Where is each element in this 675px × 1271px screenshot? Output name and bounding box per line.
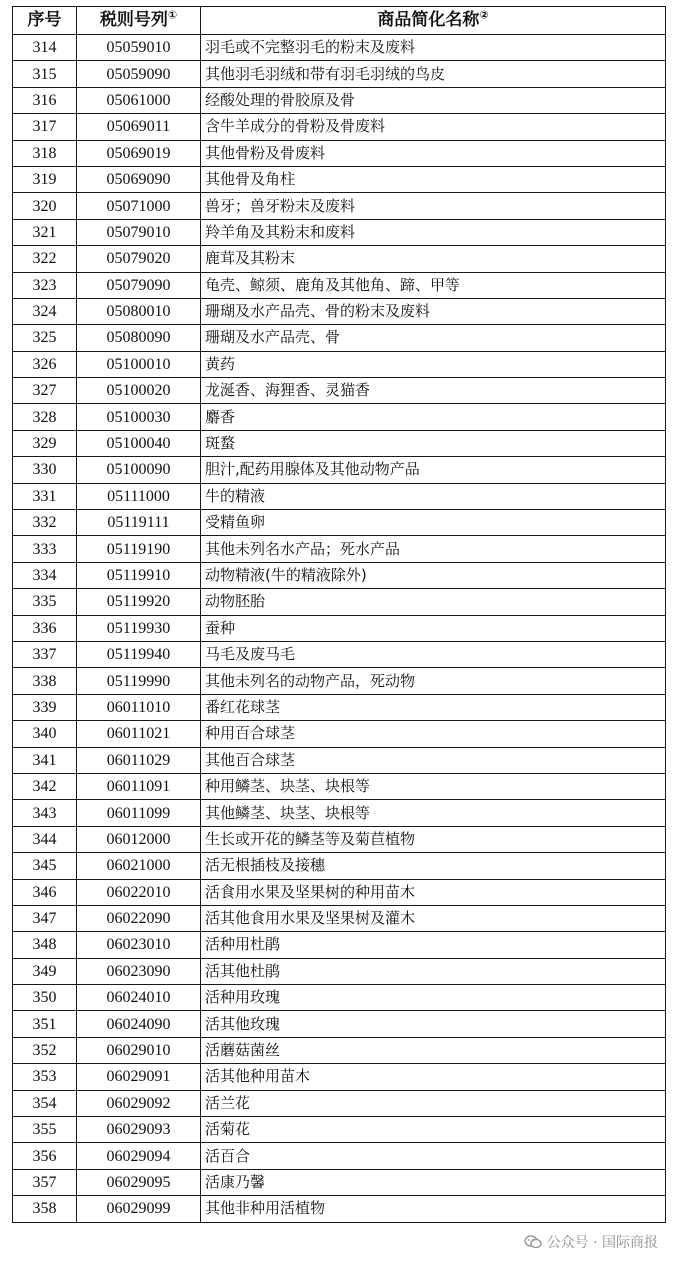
row-seq: 353 [13,1064,77,1090]
row-name: 斑蝥 [201,430,666,456]
row-name: 种用百合球茎 [201,721,666,747]
row-name: 其他羽毛羽绒和带有羽毛羽绒的鸟皮 [201,61,666,87]
row-name: 龙涎香、海狸香、灵猫香 [201,378,666,404]
table-row [13,853,666,879]
row-name: 其他骨及角柱 [201,166,666,192]
row-seq: 349 [13,958,77,984]
row-seq: 325 [13,325,77,351]
row-name: 活无根插枝及接穗 [201,853,666,879]
row-seq: 346 [13,879,77,905]
row-code: 06011029 [77,747,201,773]
row-code: 06011010 [77,694,201,720]
row-code: 06012000 [77,826,201,852]
row-code: 05119990 [77,668,201,694]
table-row [13,1090,666,1116]
row-code: 06029092 [77,1090,201,1116]
row-seq: 355 [13,1117,77,1143]
row-name: 蚕种 [201,615,666,641]
row-name: 胆汁,配药用腺体及其他动物产品 [201,457,666,483]
row-code: 06011021 [77,721,201,747]
table-row [13,721,666,747]
row-seq: 338 [13,668,77,694]
watermark-text: 公众号 · 国际商报 [546,1235,658,1251]
row-name: 番红花球茎 [201,694,666,720]
tariff-table [12,6,666,1223]
row-code: 05119111 [77,510,201,536]
table-row [13,510,666,536]
row-seq: 327 [13,378,77,404]
row-seq: 314 [13,35,77,61]
row-code: 05119910 [77,562,201,588]
table-row [13,694,666,720]
row-code: 05119930 [77,615,201,641]
row-code: 05069011 [77,114,201,140]
row-code: 06029010 [77,1037,201,1063]
row-seq: 341 [13,747,77,773]
row-name: 鹿茸及其粉末 [201,246,666,272]
row-code: 06011091 [77,773,201,799]
row-seq: 343 [13,800,77,826]
row-name: 羽毛或不完整羽毛的粉末及废料 [201,35,666,61]
row-code: 05100030 [77,404,201,430]
header-code-footnote: ① [167,8,178,22]
watermark [521,1231,661,1253]
row-seq: 334 [13,562,77,588]
row-code: 05080010 [77,298,201,324]
row-name: 黄药 [201,351,666,377]
row-code: 05069019 [77,140,201,166]
row-seq: 329 [13,430,77,456]
row-code: 05100010 [77,351,201,377]
row-seq: 356 [13,1143,77,1169]
row-name: 其他百合球茎 [201,747,666,773]
table-row [13,114,666,140]
row-name: 生长或开花的鳞茎等及菊苣植物 [201,826,666,852]
row-name: 活兰花 [201,1090,666,1116]
row-name: 活菊花 [201,1117,666,1143]
header-seq [13,7,77,35]
row-name: 兽牙；兽牙粉末及废料 [201,193,666,219]
table-row [13,430,666,456]
row-name: 动物精液(牛的精液除外) [201,562,666,588]
row-seq: 326 [13,351,77,377]
table-row [13,932,666,958]
table-row [13,61,666,87]
row-name: 动物胚胎 [201,589,666,615]
row-code: 05080090 [77,325,201,351]
row-name: 其他鳞茎、块茎、块根等 [201,800,666,826]
table-row [13,325,666,351]
table-row [13,378,666,404]
row-code: 05111000 [77,483,201,509]
row-seq: 358 [13,1196,77,1222]
row-seq: 350 [13,985,77,1011]
table-row [13,457,666,483]
row-seq: 348 [13,932,77,958]
row-code: 05059010 [77,35,201,61]
row-seq: 331 [13,483,77,509]
row-name: 其他未列名水产品；死水产品 [201,536,666,562]
row-seq: 328 [13,404,77,430]
row-seq: 318 [13,140,77,166]
row-name: 活百合 [201,1143,666,1169]
row-code: 06029095 [77,1169,201,1195]
row-seq: 357 [13,1169,77,1195]
row-code: 05100090 [77,457,201,483]
table-row [13,87,666,113]
row-seq: 336 [13,615,77,641]
row-code: 05071000 [77,193,201,219]
row-seq: 323 [13,272,77,298]
tariff-table-container [12,6,665,1223]
row-name: 活康乃馨 [201,1169,666,1195]
row-seq: 321 [13,219,77,245]
table-row [13,826,666,852]
table-row [13,800,666,826]
table-row [13,1117,666,1143]
row-name: 其他骨粉及骨废料 [201,140,666,166]
row-seq: 324 [13,298,77,324]
table-row [13,272,666,298]
row-seq: 339 [13,694,77,720]
row-seq: 330 [13,457,77,483]
table-row [13,1064,666,1090]
header-code [77,7,201,35]
row-name: 羚羊角及其粉末和废料 [201,219,666,245]
row-code: 05119940 [77,641,201,667]
row-name: 珊瑚及水产品壳、骨的粉末及废料 [201,298,666,324]
table-row [13,589,666,615]
table-row [13,1169,666,1195]
header-name-label: 商品简化名称 [377,10,480,30]
row-name: 含牛羊成分的骨粉及骨废料 [201,114,666,140]
row-code: 06024090 [77,1011,201,1037]
table-row [13,615,666,641]
row-code: 06024010 [77,985,201,1011]
row-name: 马毛及废马毛 [201,641,666,667]
table-row [13,404,666,430]
header-seq-label: 序号 [27,10,62,30]
row-seq: 345 [13,853,77,879]
row-seq: 351 [13,1011,77,1037]
table-row [13,483,666,509]
table-row [13,641,666,667]
row-code: 06022090 [77,905,201,931]
table-row [13,1196,666,1222]
row-code: 06029093 [77,1117,201,1143]
table-row [13,1143,666,1169]
row-seq: 337 [13,641,77,667]
table-row [13,747,666,773]
row-seq: 354 [13,1090,77,1116]
row-name: 麝香 [201,404,666,430]
row-code: 06029094 [77,1143,201,1169]
row-seq: 344 [13,826,77,852]
table-row [13,140,666,166]
row-code: 05100040 [77,430,201,456]
row-code: 05061000 [77,87,201,113]
row-code: 06021000 [77,853,201,879]
row-code: 05069090 [77,166,201,192]
table-row [13,298,666,324]
row-code: 05100020 [77,378,201,404]
row-name: 活食用水果及坚果树的种用苗木 [201,879,666,905]
row-name: 经酸处理的骨胶原及骨 [201,87,666,113]
table-row [13,219,666,245]
row-name: 其他非种用活植物 [201,1196,666,1222]
table-row [13,536,666,562]
wechat-icon [524,1235,542,1249]
row-name: 种用鳞茎、块茎、块根等 [201,773,666,799]
header-name [201,7,666,35]
row-name: 活其他杜鹃 [201,958,666,984]
row-code: 06023010 [77,932,201,958]
table-row [13,1037,666,1063]
table-row [13,166,666,192]
row-code: 05119190 [77,536,201,562]
table-row [13,1011,666,1037]
header-name-footnote: ② [479,8,489,22]
row-name: 活其他食用水果及坚果树及灌木 [201,905,666,931]
row-seq: 347 [13,905,77,931]
row-code: 06023090 [77,958,201,984]
table-header-row [13,7,666,35]
table-row [13,35,666,61]
row-seq: 352 [13,1037,77,1063]
row-name: 受精鱼卵 [201,510,666,536]
row-code: 05079090 [77,272,201,298]
row-name: 活其他玫瑰 [201,1011,666,1037]
row-name: 活种用玫瑰 [201,985,666,1011]
row-name: 活蘑菇菌丝 [201,1037,666,1063]
table-row [13,193,666,219]
row-name: 活其他种用苗木 [201,1064,666,1090]
table-row [13,879,666,905]
row-code: 06022010 [77,879,201,905]
table-row [13,958,666,984]
row-seq: 342 [13,773,77,799]
header-code-label: 税则号列 [99,10,168,30]
row-seq: 332 [13,510,77,536]
row-code: 05079020 [77,246,201,272]
row-code: 06029091 [77,1064,201,1090]
row-code: 06029099 [77,1196,201,1222]
row-name: 牛的精液 [201,483,666,509]
row-name: 珊瑚及水产品壳、骨 [201,325,666,351]
row-seq: 315 [13,61,77,87]
row-seq: 320 [13,193,77,219]
row-seq: 317 [13,114,77,140]
table-row [13,668,666,694]
row-code: 05059090 [77,61,201,87]
table-body [13,35,666,1223]
row-seq: 316 [13,87,77,113]
row-code: 05079010 [77,219,201,245]
table-row [13,985,666,1011]
row-seq: 335 [13,589,77,615]
table-row [13,905,666,931]
row-seq: 340 [13,721,77,747]
row-name: 活种用杜鹃 [201,932,666,958]
row-name: 龟壳、鲸须、鹿角及其他角、蹄、甲等 [201,272,666,298]
table-row [13,562,666,588]
table-row [13,246,666,272]
row-seq: 319 [13,166,77,192]
row-name: 其他未列名的动物产品，死动物 [201,668,666,694]
table-row [13,773,666,799]
row-seq: 333 [13,536,77,562]
row-seq: 322 [13,246,77,272]
table-row [13,351,666,377]
row-code: 06011099 [77,800,201,826]
row-code: 05119920 [77,589,201,615]
